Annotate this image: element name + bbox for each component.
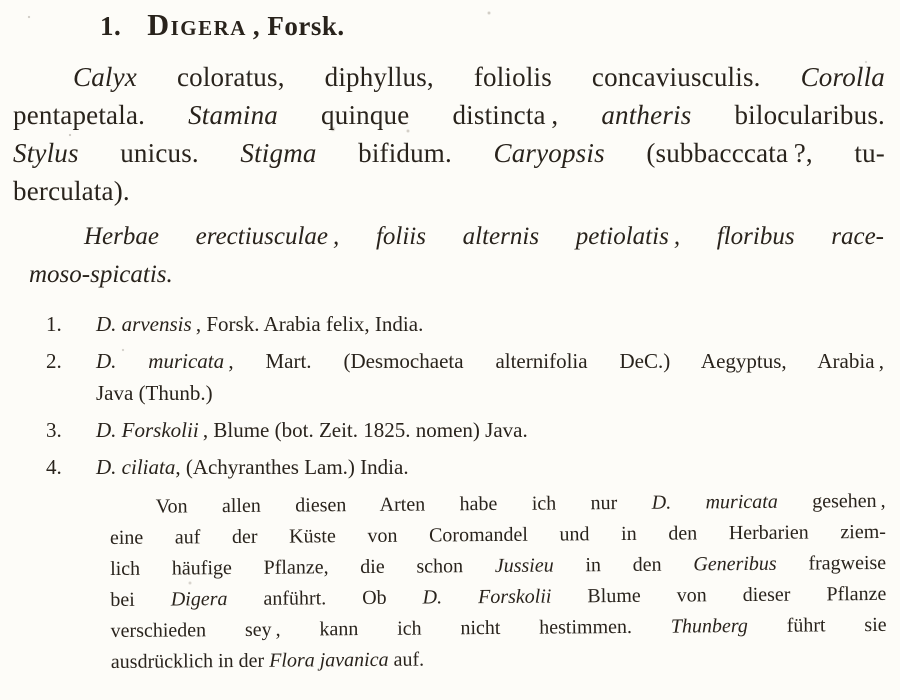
text-run: fragweise <box>776 551 887 575</box>
italic-text-run: Generibus <box>693 552 777 576</box>
text-run: ausdrücklich in der <box>110 649 270 674</box>
text-line <box>96 345 884 377</box>
text-run: lich häufige Pflanze, die schon <box>110 554 495 581</box>
species-number: 3. <box>46 418 62 442</box>
text-line <box>13 58 885 96</box>
text-run: führt sie <box>747 613 887 637</box>
text-run: Von allen diesen Arten habe ich nur <box>155 491 652 518</box>
italic-text-run: Herbae erectiusculae , foliis alternis petiolatis , floribus race- <box>84 223 884 250</box>
heading-author: , Forsk. <box>246 11 345 41</box>
text-line <box>29 218 884 256</box>
text-run: bei <box>110 588 171 612</box>
italic-text-run: Calyx <box>73 62 137 92</box>
species-entry-text <box>96 451 884 483</box>
italic-text-run: Corolla <box>800 62 885 92</box>
species-entry-text <box>96 414 884 446</box>
section-heading <box>100 7 900 44</box>
text-run: anführt. Ob <box>227 586 423 611</box>
species-number: 1. <box>46 312 62 336</box>
latin-diagnosis-paragraph <box>13 58 885 210</box>
german-commentary-paragraph <box>110 486 887 678</box>
italic-text-run: D. muricata <box>96 349 225 373</box>
species-entry-text <box>96 345 884 409</box>
scanned-page <box>0 7 900 700</box>
genus-name: Digera <box>147 8 247 42</box>
text-line <box>96 377 884 409</box>
text-line <box>13 96 885 134</box>
italic-text-run: Stamina <box>188 100 279 130</box>
text-run: bifidum. <box>316 138 494 168</box>
italic-text-run: antheris <box>601 100 692 130</box>
italic-text-run: Stigma <box>240 138 317 168</box>
species-list-item <box>0 345 900 409</box>
text-run: pentapetala. <box>13 100 189 130</box>
text-run: , (Achyranthes Lam.) India. <box>175 455 409 479</box>
text-run: gesehen , <box>777 489 886 513</box>
italic-text-run: D. arvensis <box>96 312 192 336</box>
italic-text-run: Caryopsis <box>493 138 605 168</box>
text-run: unicus. <box>78 138 241 168</box>
text-run: , Mart. (Desmochaeta alternifolia DeC.) Aegyptus, Arabia , <box>224 349 884 373</box>
text-line <box>29 256 884 294</box>
text-run: in den <box>553 553 694 577</box>
italic-text-run: Digera <box>170 588 228 611</box>
text-run: quinque distincta , <box>278 100 602 130</box>
italic-text-run: D. Forskolii <box>96 418 199 442</box>
italic-text-run: Jussieu <box>494 554 554 577</box>
text-line <box>111 641 887 678</box>
species-number: 4. <box>46 455 62 479</box>
text-line <box>96 414 884 446</box>
text-line <box>96 308 884 340</box>
text-line <box>96 451 884 483</box>
species-entry-text <box>96 308 884 340</box>
italic-text-run: moso-spicatis. <box>29 261 173 288</box>
habit-description-paragraph <box>29 218 884 294</box>
text-run: , Blume (bot. Zeit. 1825. nomen) Java. <box>198 418 528 442</box>
text-run: coloratus, diphyllus, foliolis concaviusculis. <box>136 62 801 92</box>
text-run: eine auf der Küste von Coromandel und in den Herbarien ziem- <box>109 520 886 550</box>
text-line <box>13 134 885 172</box>
species-list-item <box>0 451 900 483</box>
italic-text-run: D. ciliata <box>96 455 176 479</box>
text-run: Java (Thunb.) <box>96 381 213 405</box>
species-number: 2. <box>46 349 62 373</box>
italic-text-run: Stylus <box>13 138 79 168</box>
species-list-item <box>0 414 900 446</box>
italic-text-run: D. muricata <box>651 490 778 514</box>
section-number: 1. <box>100 11 122 41</box>
text-run: auf. <box>388 648 425 671</box>
text-line <box>13 172 885 210</box>
italic-text-run: Thunberg <box>670 614 748 638</box>
italic-text-run: Flora javanica <box>269 648 389 672</box>
text-run: bilocularibus. <box>691 100 885 130</box>
text-run: verschieden sey , kann ich nicht hestimmen. <box>110 615 671 643</box>
text-run: , Forsk. Arabia felix, India. <box>191 312 424 336</box>
text-run: berculata). <box>13 176 130 206</box>
text-line <box>111 610 887 647</box>
species-list-item <box>0 308 900 340</box>
text-run: Blume von dieser Pflanze <box>551 582 887 608</box>
text-run: (subbacccata ?, tu- <box>604 138 885 168</box>
species-list <box>0 308 900 483</box>
italic-text-run: D. Forskolii <box>422 585 552 609</box>
